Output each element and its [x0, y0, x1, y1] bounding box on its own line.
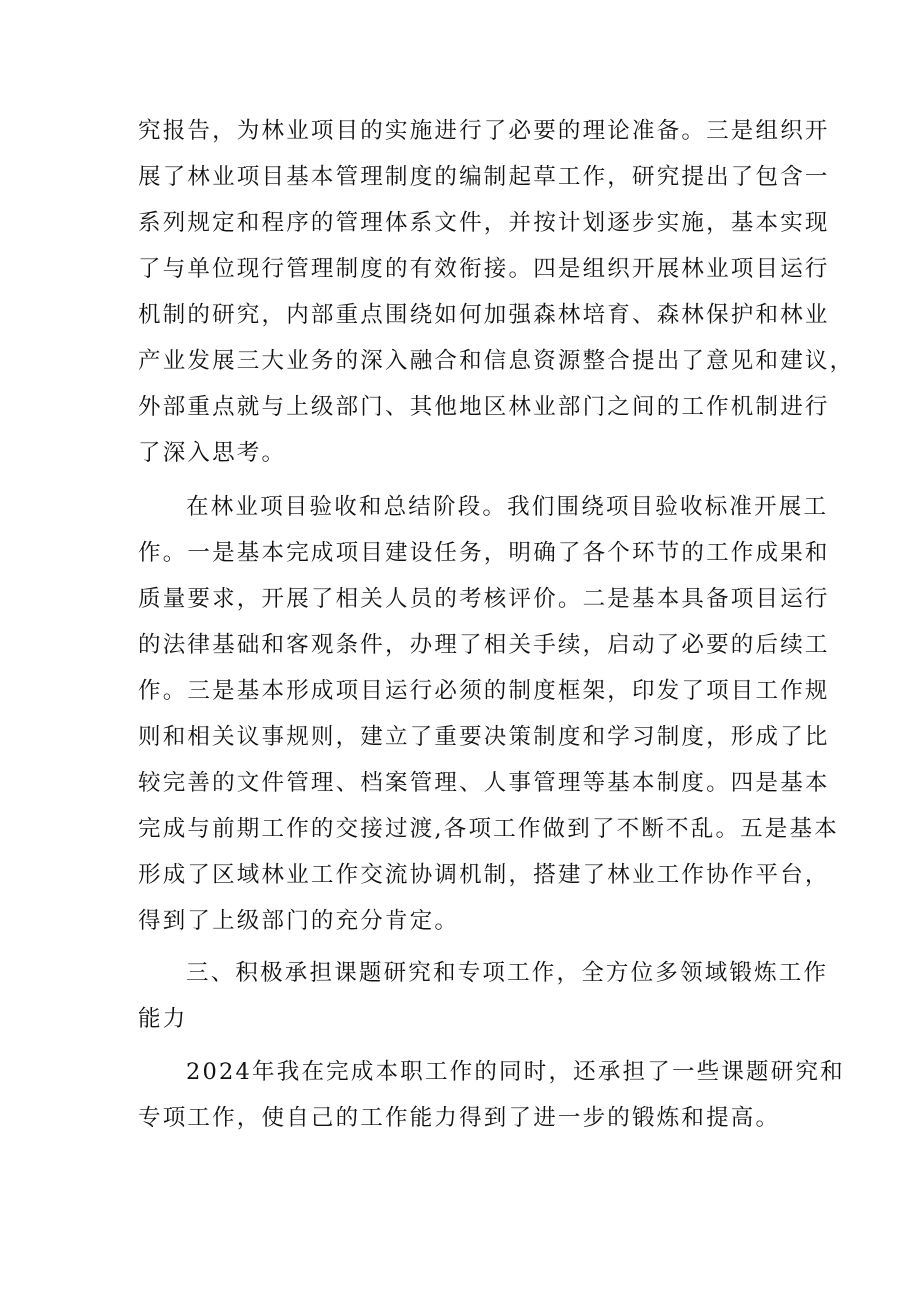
- paragraph-line: 形成了区域林业工作交流协调机制，搭建了林业工作协作平台，: [138, 862, 830, 888]
- paragraph-line: 质量要求，开展了相关人员的考核评价。二是基本具备项目运行: [138, 586, 830, 612]
- paragraph-line: 则和相关议事规则，建立了重要决策制度和学习制度，形成了比: [138, 724, 830, 750]
- heading-line: 三、积极承担课题研究和专项工作，全方位多领域锻炼工作: [186, 960, 829, 986]
- document-page: [138, 108, 855, 1141]
- paragraph-spacer: [138, 1042, 798, 1049]
- paragraph-line: 了深入思考。: [138, 440, 287, 466]
- heading-line: 能力: [138, 1006, 188, 1032]
- paragraph-line: 作。一是基本完成项目建设任务，明确了各个环节的工作成果和: [138, 540, 830, 566]
- section-heading: [138, 950, 829, 1042]
- paragraph-line: 系列规定和程序的管理体系文件，并按计划逐步实施，基本实现: [138, 210, 830, 236]
- paragraph-line: 在林业项目验收和总结阶段。我们围绕项目验收标准开展工: [186, 494, 829, 520]
- paragraph-line: 了与单位现行管理制度的有效衔接。四是组织开展林业项目运行: [138, 256, 830, 282]
- paragraph-line: 2024年我在完成本职工作的同时，还承担了一些课题研究和: [186, 1059, 845, 1085]
- paragraph-line: 外部重点就与上级部门、其他地区林业部门之间的工作机制进行: [138, 394, 830, 420]
- paragraph-line: 专项工作，使自己的工作能力得到了进一步的锻炼和提高。: [138, 1105, 781, 1131]
- paragraph-1: [138, 108, 855, 476]
- paragraph-line: 展了林业项目基本管理制度的编制起草工作，研究提出了包含一: [138, 164, 830, 190]
- paragraph-line: 较完善的文件管理、档案管理、人事管理等基本制度。四是基本: [138, 770, 830, 796]
- paragraph-line: 究报告，为林业项目的实施进行了必要的理论准备。三是组织开: [138, 118, 830, 144]
- paragraph-4: [138, 1049, 845, 1141]
- paragraph-2: [138, 484, 839, 944]
- paragraph-line: 作。三是基本形成项目运行必须的制度框架，印发了项目工作规: [138, 678, 830, 704]
- paragraph-line: 的法律基础和客观条件，办理了相关手续，启动了必要的后续工: [138, 632, 830, 658]
- paragraph-line: 完成与前期工作的交接过渡,各项工作做到了不断不乱。五是基本: [138, 816, 839, 842]
- paragraph-line: 产业发展三大业务的深入融合和信息资源整合提出了意见和建议，: [138, 348, 855, 374]
- paragraph-line: 得到了上级部门的充分肯定。: [138, 908, 460, 934]
- paragraph-line: 机制的研究，内部重点围绕如何加强森林培育、森林保护和林业: [138, 302, 830, 328]
- paragraph-spacer: [138, 476, 798, 484]
